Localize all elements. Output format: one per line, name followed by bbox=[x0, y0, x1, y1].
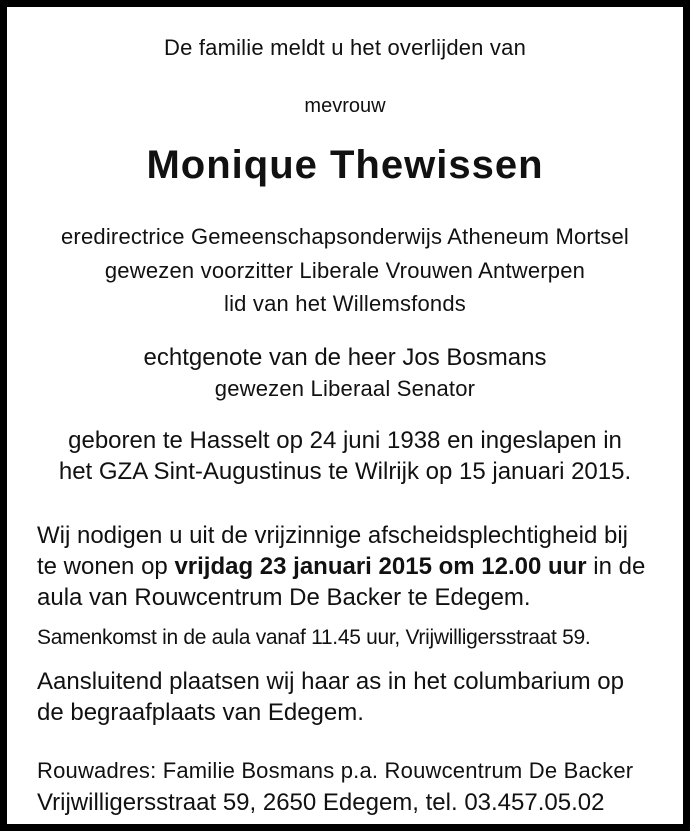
salutation-text: mevrouw bbox=[304, 95, 386, 117]
ashes-line-2: de begraafplaats van Edegem. bbox=[37, 699, 364, 726]
intro-text: De familie meldt u het overlijden van bbox=[163, 35, 527, 60]
birth-death-line-1: geboren te Hasselt op 24 juni 1938 en ingeslapen in bbox=[68, 427, 622, 454]
invitation-line-1: Wij nodigen u uit de vrijzinnige afscheidsplechtigheid bij bbox=[37, 522, 629, 549]
role-line-3: lid van het Willemsfonds bbox=[223, 291, 466, 316]
invitation-line-2-suffix: in de bbox=[586, 553, 646, 580]
ceremony-datetime: vrijdag 23 januari 2015 om 12.00 uur bbox=[174, 553, 587, 580]
address-line-1: Rouwadres: Familie Bosmans p.a. Rouwcentrum De Backer bbox=[37, 758, 634, 783]
invitation-line-3: aula van Rouwcentrum De Backer te Edegem. bbox=[37, 584, 531, 611]
role-line-2: gewezen voorzitter Liberale Vrouwen Antwerpen bbox=[104, 258, 586, 283]
invitation-line-2-prefix: te wonen op bbox=[37, 553, 175, 580]
gathering-text: Samenkomst in de aula vanaf 11.45 uur, Vrijwilligersstraat 59. bbox=[37, 626, 591, 649]
birth-death-line-2: het GZA Sint-Augustinus te Wilrijk op 15 januari 2015. bbox=[58, 458, 632, 485]
deceased-name: Monique Thewissen bbox=[146, 143, 544, 187]
address-line-2: Vrijwilligersstraat 59, 2650 Edegem, tel. 03.457.05.02 bbox=[37, 789, 605, 816]
invitation-line-2 bbox=[37, 553, 673, 581]
spouse-title-text: gewezen Liberaal Senator bbox=[214, 376, 476, 401]
ashes-line-1: Aansluitend plaatsen wij haar as in het columbarium op bbox=[37, 668, 625, 695]
role-line-1: eredirectrice Gemeenschapsonderwijs Atheneum Mortsel bbox=[61, 224, 629, 249]
spouse-text: echtgenote van de heer Jos Bosmans bbox=[143, 344, 547, 371]
